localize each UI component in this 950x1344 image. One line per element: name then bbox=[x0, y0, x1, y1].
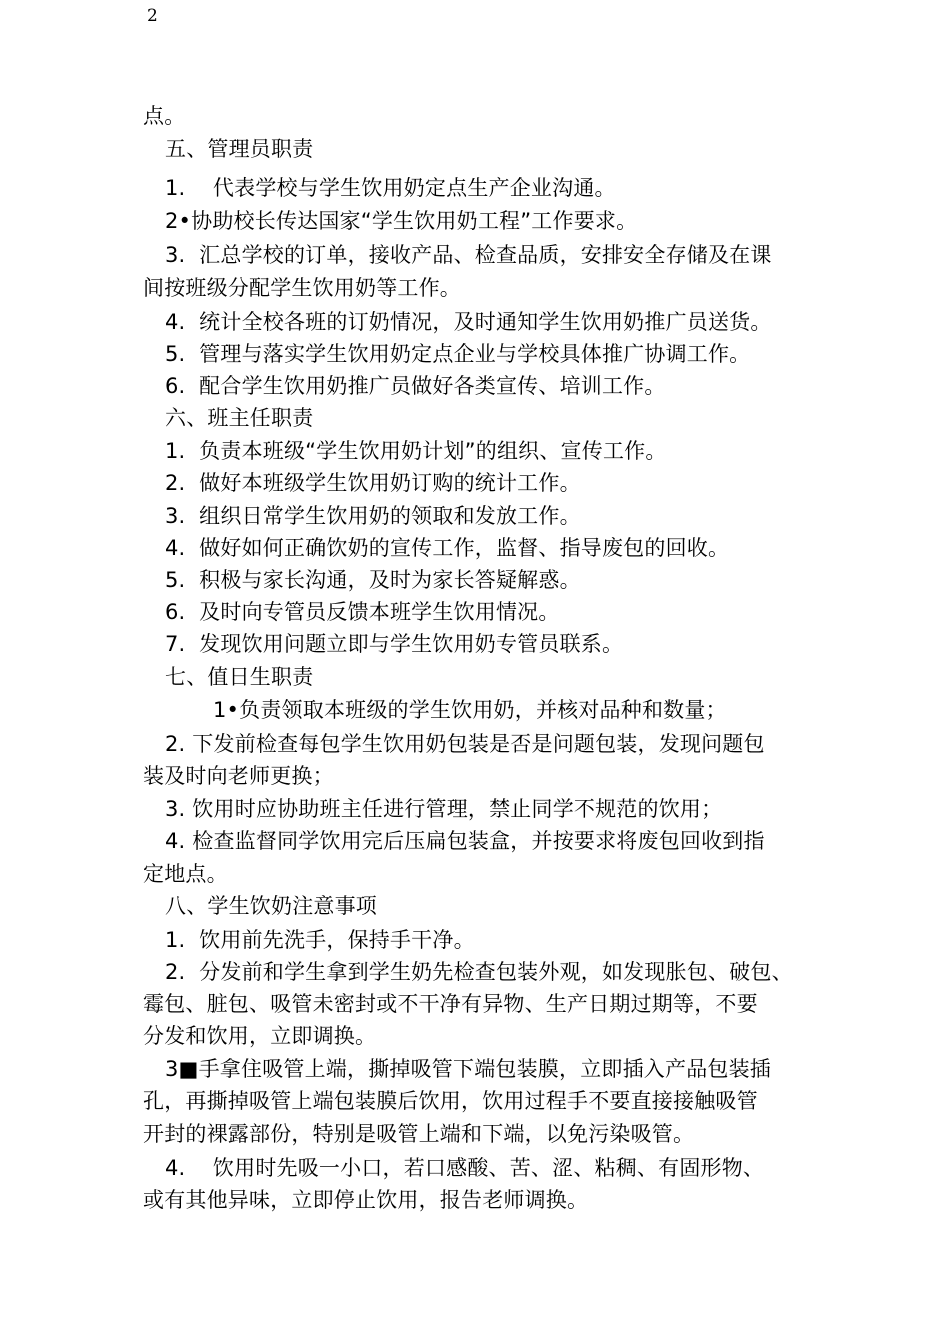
text-line: 1. 负责本班级“学生饮用奶计划”的组织、宣传工作。 bbox=[165, 439, 667, 463]
text-line: 分发和饮用，立即调换。 bbox=[143, 1024, 377, 1048]
text-line: 2•协助校长传达国家“学生饮用奶工程”工作要求。 bbox=[165, 209, 638, 233]
text-line: 2. 下发前检查每包学生饮用奶包装是否是问题包装，发现问题包 bbox=[165, 732, 765, 756]
text-line: 5. 管理与落实学生饮用奶定点企业与学校具体推广协调工作。 bbox=[165, 342, 751, 366]
text-line: 6. 配合学生饮用奶推广员做好各类宣传、培训工作。 bbox=[165, 374, 666, 398]
text-line: 装及时向老师更换； bbox=[143, 764, 334, 788]
section-heading: 八、学生饮奶注意事项 bbox=[165, 894, 377, 918]
text-line: 4. 做好如何正确饮奶的宣传工作，监督、指导废包的回收。 bbox=[165, 536, 730, 560]
text-line: 2. 分发前和学生拿到学生奶先检查包装外观，如发现胀包、破包、 bbox=[165, 960, 793, 984]
text-line: 4. 饮用时先吸一小口，若口感酸、苦、涩、粘稠、有固形物、 bbox=[165, 1156, 765, 1180]
text-line: 或有其他异味，立即停止饮用，报告老师调换。 bbox=[143, 1188, 589, 1212]
text-line: 点。 bbox=[143, 104, 186, 128]
text-line: 3■手拿住吸管上端，撕掉吸管下端包装膜，立即插入产品包装插 bbox=[165, 1057, 771, 1081]
text-line: 6. 及时向专管员反馈本班学生饮用情况。 bbox=[165, 600, 560, 624]
section-heading: 七、值日生职责 bbox=[165, 665, 314, 689]
text-line: 间按班级分配学生饮用奶等工作。 bbox=[143, 276, 461, 300]
text-line: 4. 统计全校各班的订奶情况，及时通知学生饮用奶推广员送货。 bbox=[165, 310, 772, 334]
section-heading: 五、管理员职责 bbox=[165, 137, 314, 161]
text-line: 1. 饮用前先洗手，保持手干净。 bbox=[165, 928, 475, 952]
text-line: 定地点。 bbox=[143, 862, 228, 886]
text-line: 4. 检查监督同学饮用完后压扁包装盒，并按要求将废包回收到指 bbox=[165, 829, 765, 853]
text-line: 7. 发现饮用问题立即与学生饮用奶专管员联系。 bbox=[165, 632, 624, 656]
text-line: 5. 积极与家长沟通，及时为家长答疑解惑。 bbox=[165, 568, 581, 592]
text-line: 2. 做好本班级学生饮用奶订购的统计工作。 bbox=[165, 471, 581, 495]
text-line: 开封的裸露部份，特别是吸管上端和下端，以免污染吸管。 bbox=[143, 1122, 695, 1146]
text-line: 3. 组织日常学生饮用奶的领取和发放工作。 bbox=[165, 504, 581, 528]
text-line: 霉包、脏包、吸管未密封或不干净有异物、生产日期过期等，不要 bbox=[143, 992, 758, 1016]
page-number: 2 bbox=[147, 6, 158, 26]
text-line: 孔，再撕掉吸管上端包装膜后饮用，饮用过程手不要直接接触吸管 bbox=[143, 1089, 758, 1113]
text-line: 1•负责领取本班级的学生饮用奶，并核对品种和数量； bbox=[213, 698, 727, 722]
text-line: 3. 饮用时应协助班主任进行管理，禁止同学不规范的饮用； bbox=[165, 797, 723, 821]
text-line: 3. 汇总学校的订单，接收产品、检查品质，安排安全存储及在课 bbox=[165, 243, 772, 267]
text-line: 1. 代表学校与学生饮用奶定点生产企业沟通。 bbox=[165, 176, 616, 200]
section-heading: 六、班主任职责 bbox=[165, 406, 314, 430]
